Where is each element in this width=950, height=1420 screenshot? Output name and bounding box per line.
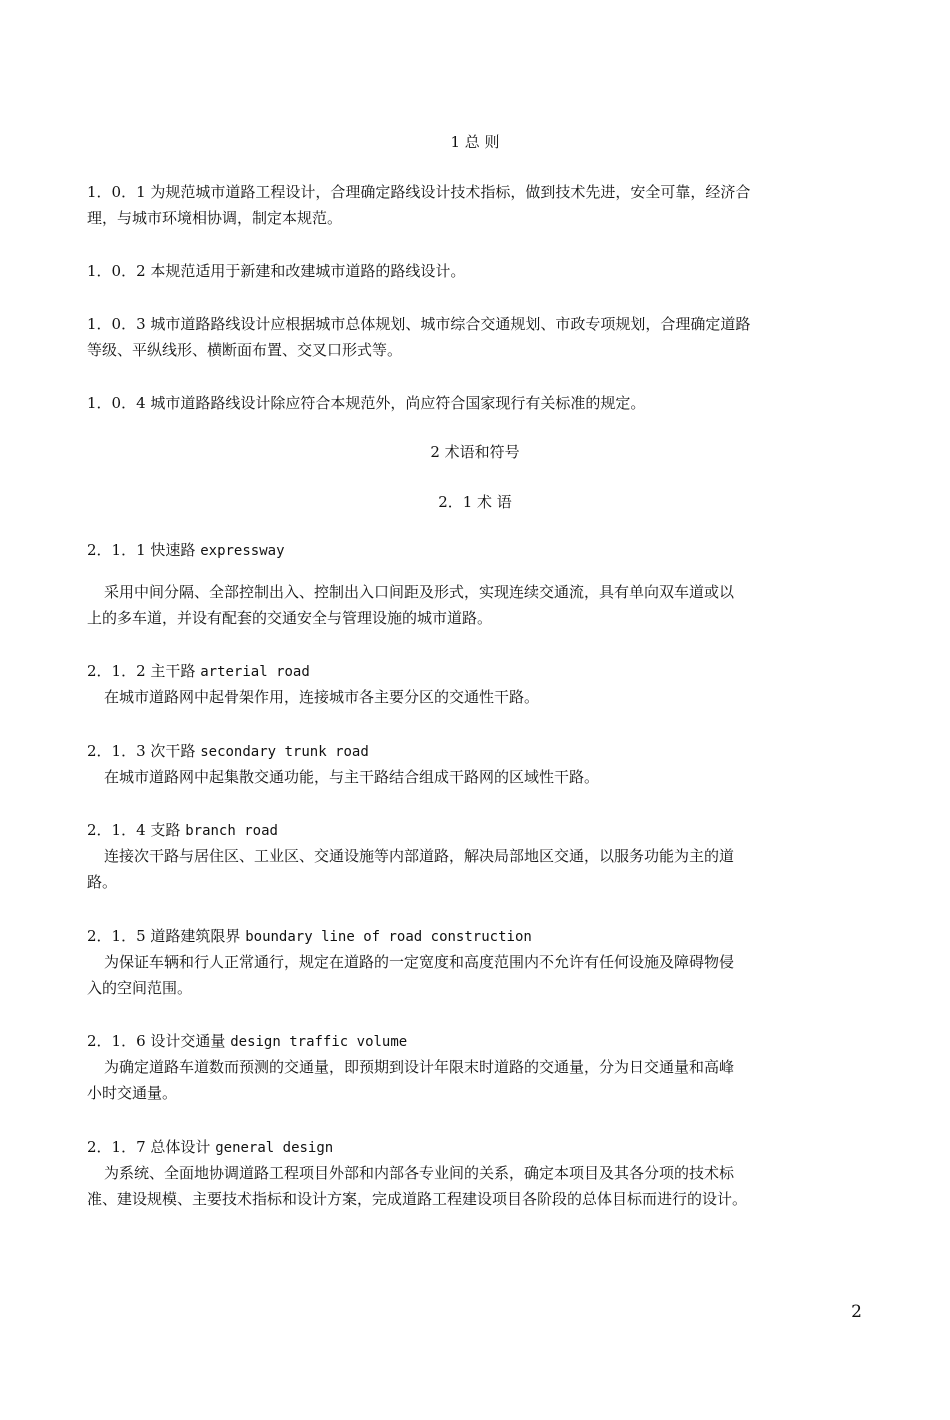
term-chinese: 支路: [150, 821, 181, 839]
term-english: arterial road: [200, 664, 310, 680]
term-chinese: 总体设计: [150, 1138, 211, 1156]
term-2-1-2-definition: 在城市道路网中起骨架作用，连接城市各主要分区的交通性干路。: [104, 688, 540, 706]
clause-number: 1．0．3: [87, 315, 146, 333]
term-2-1-5-heading: [87, 926, 863, 947]
term-number: 2．1．7: [87, 1138, 146, 1156]
term-number: 2．1．4: [87, 821, 146, 839]
term-2-1-3-heading: [87, 741, 863, 762]
term-2-1-1-definition-line-2: 上的多车道，并设有配套的交通安全与管理设施的城市道路。: [87, 609, 493, 627]
clause-1-0-2: [87, 261, 863, 281]
clause-1-0-1-line-2: 理，与城市环境相协调，制定本规范。: [87, 209, 343, 227]
term-english: expressway: [200, 543, 285, 559]
term-english: general design: [215, 1140, 334, 1156]
term-2-1-6-heading: [87, 1031, 863, 1052]
term-2-1-4-heading: [87, 820, 863, 841]
clause-1-0-3-line-1: [87, 314, 863, 334]
clause-text: 本规范适用于新建和改建城市道路的路线设计。: [150, 262, 466, 280]
term-2-1-6-definition-line-1: 为确定道路车道数而预测的交通量，即预期到设计年限末时道路的交通量，分为日交通量和高峰: [104, 1058, 735, 1076]
term-number: 2．1．5: [87, 927, 146, 945]
term-number: 2．1．2: [87, 662, 146, 680]
term-2-1-2-heading: [87, 661, 863, 682]
clause-text: 城市道路路线设计应根据城市总体规划、城市综合交通规划、市政专项规划，合理确定道路: [150, 315, 751, 333]
term-english: branch road: [185, 823, 278, 839]
term-2-1-7-heading: [87, 1137, 863, 1158]
term-chinese: 主干路: [150, 662, 196, 680]
term-2-1-7-definition-line-1: 为系统、全面地协调道路工程项目外部和内部各专业间的关系，确定本项目及其各分项的技术标: [104, 1164, 735, 1182]
term-english: secondary trunk road: [200, 744, 369, 760]
term-2-1-6-definition-line-2: 小时交通量。: [87, 1084, 178, 1102]
term-english: design traffic volume: [230, 1034, 408, 1050]
term-2-1-5-definition-line-1: 为保证车辆和行人正常通行，规定在道路的一定宽度和高度范围内不允许有任何设施及障碍物侵: [104, 953, 735, 971]
term-2-1-1-definition-line-1: 采用中间分隔、全部控制出入、控制出入口间距及形式，实现连续交通流，具有单向双车道或以: [104, 583, 735, 601]
clause-number: 1．0．2: [87, 262, 146, 280]
clause-1-0-3-line-2: 等级、平纵线形、横断面布置、交叉口形式等。: [87, 341, 403, 359]
term-chinese: 道路建筑限界: [150, 927, 241, 945]
chapter-1-title: 1 总 则: [450, 133, 500, 151]
page-number: 2: [851, 1302, 862, 1322]
chapter-2-title: 2 术语和符号: [430, 443, 520, 461]
term-2-1-3-definition: 在城市道路网中起集散交通功能，与主干路结合组成干路网的区域性干路。: [104, 768, 600, 786]
term-2-1-4-definition-line-2: 路。: [87, 873, 118, 891]
term-english: boundary line of road construction: [245, 929, 532, 945]
clause-number: 1．0．1: [87, 183, 146, 201]
term-chinese: 快速路: [150, 541, 196, 559]
section-2-1-title: 2．1 术 语: [438, 493, 512, 511]
term-2-1-5-definition-line-2: 入的空间范围。: [87, 979, 193, 997]
term-2-1-7-definition-line-2: 准、建设规模、主要技术指标和设计方案，完成道路工程建设项目各阶段的总体目标而进行的设计。: [87, 1190, 748, 1208]
term-chinese: 设计交通量: [150, 1032, 226, 1050]
term-2-1-4-definition-line-1: 连接次干路与居住区、工业区、交通设施等内部道路，解决局部地区交通，以服务功能为主的道: [104, 847, 735, 865]
clause-number: 1．0．4: [87, 394, 146, 412]
term-number: 2．1．3: [87, 742, 146, 760]
clause-1-0-1-line-1: [87, 182, 863, 202]
clause-text: 城市道路路线设计除应符合本规范外，尚应符合国家现行有关标准的规定。: [150, 394, 646, 412]
clause-text: 为规范城市道路工程设计，合理确定路线设计技术指标，做到技术先进，安全可靠，经济合: [150, 183, 751, 201]
term-number: 2．1．6: [87, 1032, 146, 1050]
term-number: 2．1．1: [87, 541, 146, 559]
clause-1-0-4: [87, 393, 863, 413]
term-2-1-1-heading: [87, 540, 863, 561]
term-chinese: 次干路: [150, 742, 196, 760]
